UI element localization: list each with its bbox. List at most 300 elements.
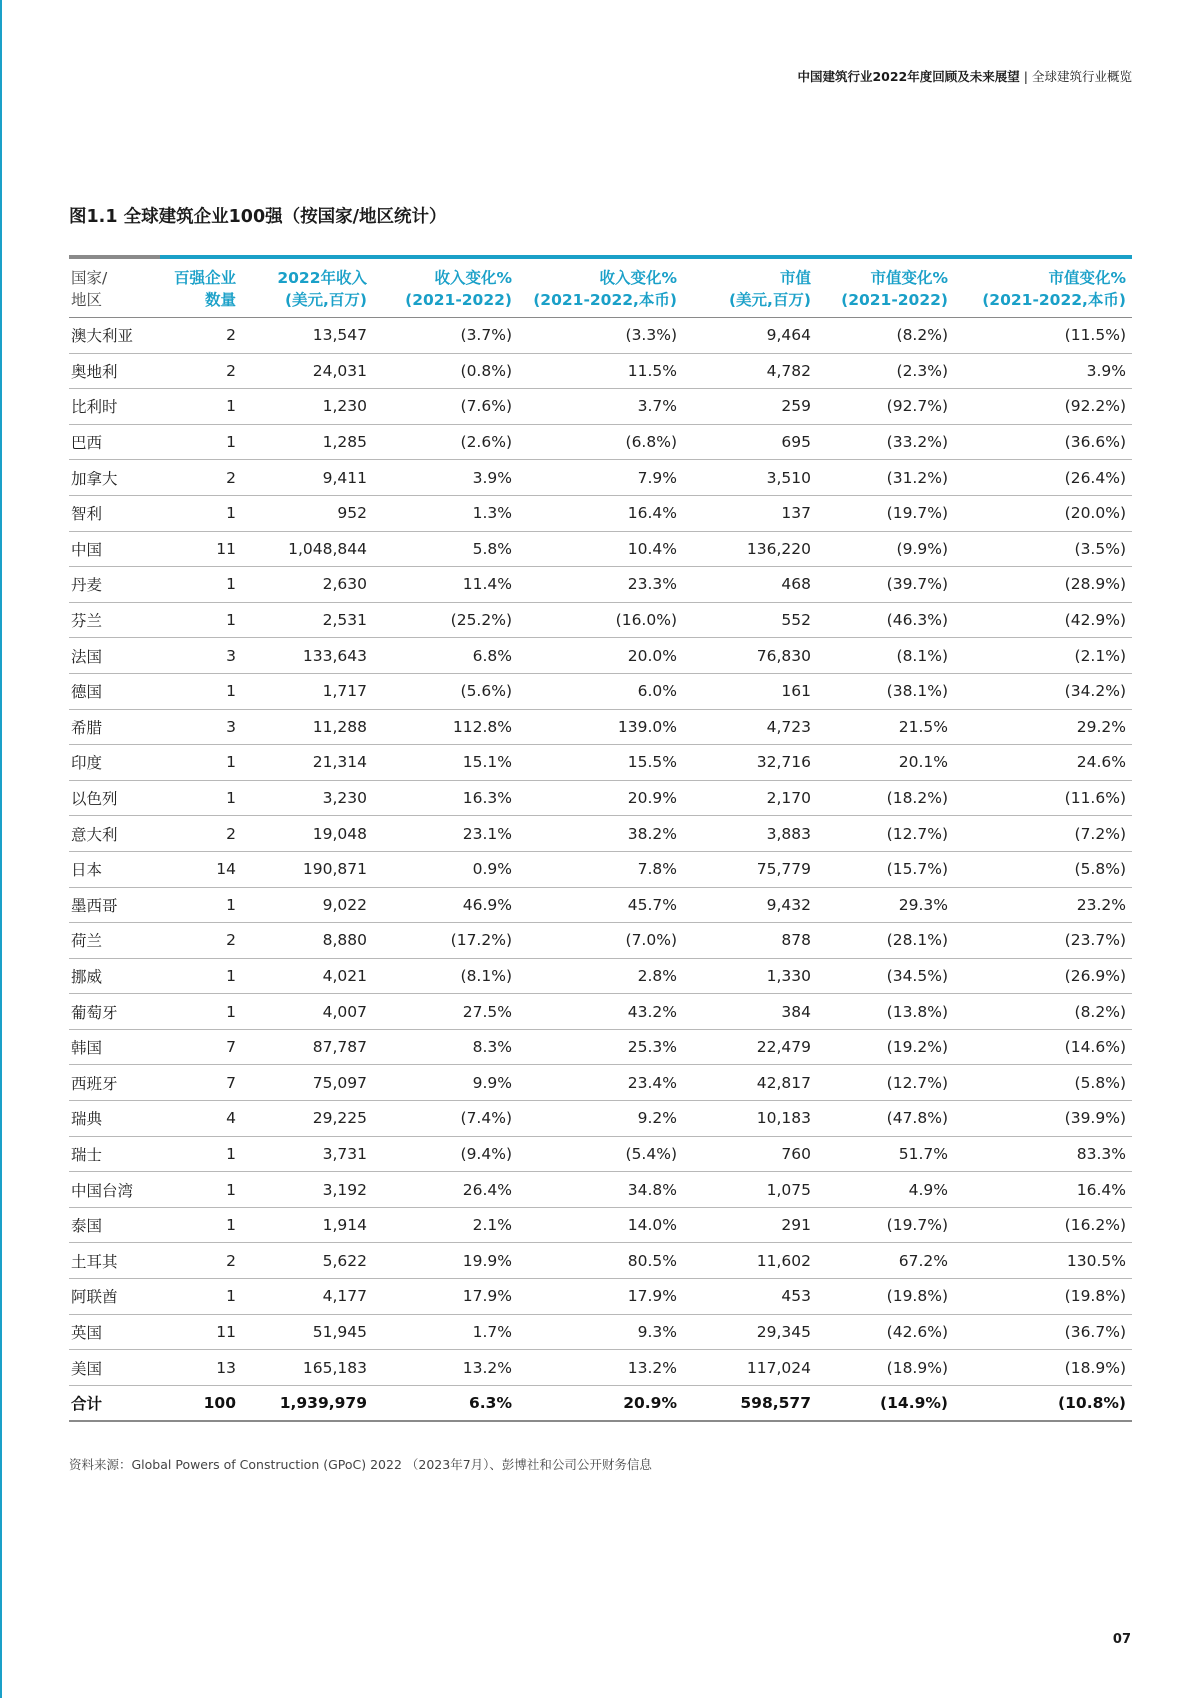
cell-revenue-2022: 2,531 xyxy=(242,602,373,638)
column-header-line: (2021-2022,本币) xyxy=(533,291,677,309)
cell-revenue-change: 6.8% xyxy=(373,638,518,674)
cell-country: 印度 xyxy=(69,745,160,781)
column-header-market-cap-change-local xyxy=(954,259,1132,318)
table-row xyxy=(69,1207,1132,1243)
column-header-line: 收入变化% xyxy=(599,269,677,287)
table-row xyxy=(69,745,1132,781)
cell-revenue-change: 1.3% xyxy=(373,495,518,531)
cell-market-cap-change-local: (19.8%) xyxy=(954,1279,1132,1315)
table-row xyxy=(69,1029,1132,1065)
cell-revenue-change-local: 11.5% xyxy=(518,353,683,389)
cell-country: 瑞士 xyxy=(69,1136,160,1172)
data-table-container xyxy=(69,255,1132,1422)
cell-revenue-change-local: 20.9% xyxy=(518,1385,683,1421)
cell-revenue-change-local: 2.8% xyxy=(518,958,683,994)
cell-market-cap: 552 xyxy=(683,602,817,638)
table-row xyxy=(69,1243,1132,1279)
table-row xyxy=(69,994,1132,1030)
cell-market-cap: 468 xyxy=(683,567,817,603)
cell-revenue-change: 3.9% xyxy=(373,460,518,496)
cell-country: 挪威 xyxy=(69,958,160,994)
cell-market-cap-change-local: 29.2% xyxy=(954,709,1132,745)
cell-revenue-2022: 13,547 xyxy=(242,318,373,354)
cell-revenue-2022: 4,007 xyxy=(242,994,373,1030)
cell-market-cap-change-local: (10.8%) xyxy=(954,1385,1132,1421)
cell-revenue-2022: 75,097 xyxy=(242,1065,373,1101)
cell-company-count: 1 xyxy=(160,994,242,1030)
cell-market-cap: 32,716 xyxy=(683,745,817,781)
cell-revenue-change: (5.6%) xyxy=(373,673,518,709)
table-row xyxy=(69,816,1132,852)
table-row xyxy=(69,567,1132,603)
cell-market-cap-change-local: (18.9%) xyxy=(954,1350,1132,1386)
cell-market-cap-change: (33.2%) xyxy=(817,424,954,460)
cell-revenue-2022: 9,022 xyxy=(242,887,373,923)
cell-revenue-change-local: 16.4% xyxy=(518,495,683,531)
cell-market-cap-change-local: (14.6%) xyxy=(954,1029,1132,1065)
column-header-line: 市值 xyxy=(779,269,811,287)
table-top-rule-blue xyxy=(160,255,1132,259)
header-separator: | xyxy=(1023,69,1028,84)
table-row xyxy=(69,1279,1132,1315)
column-header-line: (美元,百万) xyxy=(728,291,811,309)
cell-country: 澳大利亚 xyxy=(69,318,160,354)
cell-revenue-change-local: 13.2% xyxy=(518,1350,683,1386)
cell-market-cap-change-local: (11.5%) xyxy=(954,318,1132,354)
cell-revenue-2022: 51,945 xyxy=(242,1314,373,1350)
cell-market-cap-change: (19.7%) xyxy=(817,1207,954,1243)
cell-market-cap-change-local: (26.9%) xyxy=(954,958,1132,994)
column-header-line: (美元,百万) xyxy=(284,291,367,309)
cell-country: 泰国 xyxy=(69,1207,160,1243)
cell-country: 合计 xyxy=(69,1385,160,1421)
column-header-line: (2021-2022) xyxy=(841,291,948,309)
cell-market-cap-change-local: 130.5% xyxy=(954,1243,1132,1279)
cell-revenue-change: 26.4% xyxy=(373,1172,518,1208)
cell-company-count: 1 xyxy=(160,673,242,709)
cell-revenue-2022: 3,731 xyxy=(242,1136,373,1172)
cell-market-cap: 3,883 xyxy=(683,816,817,852)
table-row xyxy=(69,1172,1132,1208)
cell-revenue-2022: 8,880 xyxy=(242,923,373,959)
cell-revenue-change: (0.8%) xyxy=(373,353,518,389)
column-header-line: 百强企业 xyxy=(173,269,236,287)
cell-company-count: 1 xyxy=(160,958,242,994)
table-row xyxy=(69,673,1132,709)
cell-revenue-change: 23.1% xyxy=(373,816,518,852)
cell-country: 以色列 xyxy=(69,780,160,816)
cell-market-cap-change: (38.1%) xyxy=(817,673,954,709)
cell-market-cap-change: (19.7%) xyxy=(817,495,954,531)
cell-country: 比利时 xyxy=(69,389,160,425)
cell-revenue-change: (2.6%) xyxy=(373,424,518,460)
cell-market-cap: 4,723 xyxy=(683,709,817,745)
cell-revenue-change-local: (5.4%) xyxy=(518,1136,683,1172)
cell-country: 英国 xyxy=(69,1314,160,1350)
cell-company-count: 1 xyxy=(160,780,242,816)
column-header-country xyxy=(69,259,160,318)
cell-revenue-change-local: 17.9% xyxy=(518,1279,683,1315)
cell-revenue-change: 15.1% xyxy=(373,745,518,781)
cell-market-cap: 259 xyxy=(683,389,817,425)
table-top-rule-gray xyxy=(69,255,160,259)
table-row xyxy=(69,460,1132,496)
cell-market-cap: 1,075 xyxy=(683,1172,817,1208)
cell-market-cap-change-local: (5.8%) xyxy=(954,851,1132,887)
cell-company-count: 1 xyxy=(160,1136,242,1172)
cell-revenue-change-local: 38.2% xyxy=(518,816,683,852)
cell-market-cap: 695 xyxy=(683,424,817,460)
table-row xyxy=(69,887,1132,923)
cell-revenue-change: 112.8% xyxy=(373,709,518,745)
cell-company-count: 1 xyxy=(160,602,242,638)
cell-revenue-change-local: (7.0%) xyxy=(518,923,683,959)
cell-market-cap: 76,830 xyxy=(683,638,817,674)
cell-market-cap: 75,779 xyxy=(683,851,817,887)
cell-revenue-change: 1.7% xyxy=(373,1314,518,1350)
cell-country: 阿联酋 xyxy=(69,1279,160,1315)
cell-country: 加拿大 xyxy=(69,460,160,496)
cell-market-cap: 384 xyxy=(683,994,817,1030)
cell-market-cap-change: (19.2%) xyxy=(817,1029,954,1065)
cell-country: 韩国 xyxy=(69,1029,160,1065)
cell-market-cap-change: (12.7%) xyxy=(817,816,954,852)
table-row xyxy=(69,353,1132,389)
cell-revenue-change: 8.3% xyxy=(373,1029,518,1065)
column-header-company-count xyxy=(160,259,242,318)
cell-revenue-change-local: 25.3% xyxy=(518,1029,683,1065)
page-number: 07 xyxy=(1112,1632,1131,1647)
cell-company-count: 7 xyxy=(160,1029,242,1065)
cell-market-cap-change: (13.8%) xyxy=(817,994,954,1030)
cell-market-cap-change-local: (36.6%) xyxy=(954,424,1132,460)
cell-revenue-2022: 3,192 xyxy=(242,1172,373,1208)
cell-market-cap-change: (92.7%) xyxy=(817,389,954,425)
cell-company-count: 2 xyxy=(160,353,242,389)
cell-country: 芬兰 xyxy=(69,602,160,638)
cell-market-cap-change: (39.7%) xyxy=(817,567,954,603)
cell-market-cap-change: (18.9%) xyxy=(817,1350,954,1386)
page-header xyxy=(797,67,1132,85)
cell-market-cap: 29,345 xyxy=(683,1314,817,1350)
cell-market-cap-change: (14.9%) xyxy=(817,1385,954,1421)
cell-revenue-change-local: 9.3% xyxy=(518,1314,683,1350)
cell-market-cap-change-local: (2.1%) xyxy=(954,638,1132,674)
cell-market-cap-change: (31.2%) xyxy=(817,460,954,496)
cell-revenue-2022: 5,622 xyxy=(242,1243,373,1279)
table-row xyxy=(69,1136,1132,1172)
cell-market-cap-change: 4.9% xyxy=(817,1172,954,1208)
cell-company-count: 11 xyxy=(160,1314,242,1350)
cell-revenue-change: 5.8% xyxy=(373,531,518,567)
data-table xyxy=(69,259,1132,1422)
table-row xyxy=(69,923,1132,959)
cell-revenue-2022: 24,031 xyxy=(242,353,373,389)
cell-market-cap-change-local: (3.5%) xyxy=(954,531,1132,567)
table-row xyxy=(69,780,1132,816)
table-top-rule xyxy=(69,255,1132,259)
table-row xyxy=(69,1314,1132,1350)
cell-revenue-change-local: (6.8%) xyxy=(518,424,683,460)
table-row xyxy=(69,602,1132,638)
cell-market-cap-change: (47.8%) xyxy=(817,1101,954,1137)
cell-country: 德国 xyxy=(69,673,160,709)
cell-market-cap: 137 xyxy=(683,495,817,531)
cell-revenue-2022: 1,285 xyxy=(242,424,373,460)
cell-revenue-change: 6.3% xyxy=(373,1385,518,1421)
cell-revenue-change: (17.2%) xyxy=(373,923,518,959)
cell-company-count: 13 xyxy=(160,1350,242,1386)
cell-revenue-2022: 190,871 xyxy=(242,851,373,887)
cell-market-cap-change: 21.5% xyxy=(817,709,954,745)
cell-country: 墨西哥 xyxy=(69,887,160,923)
table-row xyxy=(69,709,1132,745)
cell-market-cap: 11,602 xyxy=(683,1243,817,1279)
cell-revenue-change-local: 7.8% xyxy=(518,851,683,887)
column-header-line: 数量 xyxy=(204,291,236,309)
table-row xyxy=(69,1065,1132,1101)
table-row xyxy=(69,318,1132,354)
cell-country: 葡萄牙 xyxy=(69,994,160,1030)
cell-revenue-change-local: 34.8% xyxy=(518,1172,683,1208)
cell-revenue-change-local: (3.3%) xyxy=(518,318,683,354)
table-total-row xyxy=(69,1385,1132,1421)
cell-company-count: 2 xyxy=(160,460,242,496)
cell-revenue-change: 0.9% xyxy=(373,851,518,887)
cell-company-count: 2 xyxy=(160,816,242,852)
cell-country: 西班牙 xyxy=(69,1065,160,1101)
cell-country: 智利 xyxy=(69,495,160,531)
cell-revenue-change-local: 23.3% xyxy=(518,567,683,603)
cell-revenue-change-local: 43.2% xyxy=(518,994,683,1030)
cell-market-cap-change: 51.7% xyxy=(817,1136,954,1172)
table-row xyxy=(69,1101,1132,1137)
cell-market-cap-change: (46.3%) xyxy=(817,602,954,638)
cell-company-count: 1 xyxy=(160,424,242,460)
cell-country: 美国 xyxy=(69,1350,160,1386)
cell-market-cap-change: (42.6%) xyxy=(817,1314,954,1350)
cell-market-cap-change: (28.1%) xyxy=(817,923,954,959)
cell-market-cap-change-local: 16.4% xyxy=(954,1172,1132,1208)
cell-revenue-change-local: 20.9% xyxy=(518,780,683,816)
cell-revenue-change-local: (16.0%) xyxy=(518,602,683,638)
cell-company-count: 1 xyxy=(160,887,242,923)
cell-market-cap: 10,183 xyxy=(683,1101,817,1137)
cell-market-cap-change: (9.9%) xyxy=(817,531,954,567)
cell-company-count: 1 xyxy=(160,745,242,781)
cell-market-cap-change: (2.3%) xyxy=(817,353,954,389)
cell-market-cap-change-local: 24.6% xyxy=(954,745,1132,781)
cell-revenue-2022: 87,787 xyxy=(242,1029,373,1065)
cell-company-count: 3 xyxy=(160,638,242,674)
left-accent-rule xyxy=(0,0,2,1698)
column-header-market-cap xyxy=(683,259,817,318)
cell-company-count: 2 xyxy=(160,1243,242,1279)
cell-market-cap-change: (8.2%) xyxy=(817,318,954,354)
cell-revenue-2022: 133,643 xyxy=(242,638,373,674)
cell-market-cap: 4,782 xyxy=(683,353,817,389)
cell-company-count: 14 xyxy=(160,851,242,887)
cell-market-cap: 42,817 xyxy=(683,1065,817,1101)
report-title: 中国建筑行业2022年度回顾及未来展望 xyxy=(797,69,1020,84)
column-header-line: (2021-2022,本币) xyxy=(982,291,1126,309)
table-body xyxy=(69,318,1132,1422)
cell-market-cap: 117,024 xyxy=(683,1350,817,1386)
cell-revenue-change: (9.4%) xyxy=(373,1136,518,1172)
cell-country: 丹麦 xyxy=(69,567,160,603)
cell-revenue-2022: 165,183 xyxy=(242,1350,373,1386)
cell-revenue-2022: 9,411 xyxy=(242,460,373,496)
cell-revenue-2022: 3,230 xyxy=(242,780,373,816)
cell-market-cap-change-local: (36.7%) xyxy=(954,1314,1132,1350)
cell-market-cap-change-local: (8.2%) xyxy=(954,994,1132,1030)
cell-revenue-change-local: 3.7% xyxy=(518,389,683,425)
cell-revenue-change: 17.9% xyxy=(373,1279,518,1315)
cell-revenue-change-local: 10.4% xyxy=(518,531,683,567)
cell-company-count: 4 xyxy=(160,1101,242,1137)
table-row xyxy=(69,1350,1132,1386)
cell-company-count: 3 xyxy=(160,709,242,745)
column-header-line: 地区 xyxy=(71,291,103,309)
cell-revenue-change: 16.3% xyxy=(373,780,518,816)
cell-company-count: 1 xyxy=(160,1207,242,1243)
cell-market-cap: 161 xyxy=(683,673,817,709)
cell-country: 希腊 xyxy=(69,709,160,745)
column-header-line: (2021-2022) xyxy=(405,291,512,309)
cell-market-cap: 453 xyxy=(683,1279,817,1315)
cell-revenue-2022: 1,230 xyxy=(242,389,373,425)
cell-revenue-change-local: 14.0% xyxy=(518,1207,683,1243)
cell-revenue-change-local: 15.5% xyxy=(518,745,683,781)
cell-company-count: 7 xyxy=(160,1065,242,1101)
cell-company-count: 1 xyxy=(160,567,242,603)
cell-revenue-change-local: 6.0% xyxy=(518,673,683,709)
cell-revenue-2022: 952 xyxy=(242,495,373,531)
column-header-line: 收入变化% xyxy=(434,269,512,287)
cell-revenue-2022: 4,021 xyxy=(242,958,373,994)
column-header-line: 2022年收入 xyxy=(277,269,367,287)
cell-country: 意大利 xyxy=(69,816,160,852)
cell-market-cap-change: 20.1% xyxy=(817,745,954,781)
column-header-line: 市值变化% xyxy=(1048,269,1126,287)
cell-market-cap-change-local: (42.9%) xyxy=(954,602,1132,638)
cell-market-cap-change: 67.2% xyxy=(817,1243,954,1279)
cell-company-count: 11 xyxy=(160,531,242,567)
cell-country: 法国 xyxy=(69,638,160,674)
cell-revenue-change-local: 9.2% xyxy=(518,1101,683,1137)
column-header-line: 市值变化% xyxy=(870,269,948,287)
cell-revenue-change: 27.5% xyxy=(373,994,518,1030)
cell-revenue-change: (25.2%) xyxy=(373,602,518,638)
cell-company-count: 2 xyxy=(160,923,242,959)
cell-market-cap-change-local: (39.9%) xyxy=(954,1101,1132,1137)
column-header-revenue-2022 xyxy=(242,259,373,318)
cell-revenue-change-local: 23.4% xyxy=(518,1065,683,1101)
cell-revenue-change: 19.9% xyxy=(373,1243,518,1279)
cell-market-cap: 760 xyxy=(683,1136,817,1172)
cell-market-cap-change-local: (20.0%) xyxy=(954,495,1132,531)
cell-revenue-2022: 1,717 xyxy=(242,673,373,709)
cell-market-cap: 598,577 xyxy=(683,1385,817,1421)
cell-country: 中国台湾 xyxy=(69,1172,160,1208)
cell-country: 巴西 xyxy=(69,424,160,460)
table-row xyxy=(69,424,1132,460)
figure-title: 图1.1 全球建筑企业100强（按国家/地区统计） xyxy=(69,207,447,227)
cell-revenue-2022: 21,314 xyxy=(242,745,373,781)
cell-country: 瑞典 xyxy=(69,1101,160,1137)
cell-revenue-2022: 11,288 xyxy=(242,709,373,745)
cell-revenue-change: (7.6%) xyxy=(373,389,518,425)
cell-revenue-change-local: 20.0% xyxy=(518,638,683,674)
cell-market-cap-change-local: (34.2%) xyxy=(954,673,1132,709)
table-row xyxy=(69,851,1132,887)
cell-market-cap-change-local: (23.7%) xyxy=(954,923,1132,959)
table-row xyxy=(69,958,1132,994)
cell-market-cap-change-local: (11.6%) xyxy=(954,780,1132,816)
cell-revenue-change-local: 7.9% xyxy=(518,460,683,496)
cell-market-cap: 9,464 xyxy=(683,318,817,354)
cell-market-cap-change: 29.3% xyxy=(817,887,954,923)
cell-market-cap: 291 xyxy=(683,1207,817,1243)
column-header-market-cap-change xyxy=(817,259,954,318)
cell-market-cap: 878 xyxy=(683,923,817,959)
cell-revenue-change: 9.9% xyxy=(373,1065,518,1101)
cell-company-count: 100 xyxy=(160,1385,242,1421)
cell-market-cap-change-local: (5.8%) xyxy=(954,1065,1132,1101)
cell-market-cap-change-local: 83.3% xyxy=(954,1136,1132,1172)
cell-revenue-change: 13.2% xyxy=(373,1350,518,1386)
cell-company-count: 1 xyxy=(160,1279,242,1315)
cell-market-cap-change: (8.1%) xyxy=(817,638,954,674)
cell-market-cap-change-local: 3.9% xyxy=(954,353,1132,389)
table-row xyxy=(69,495,1132,531)
cell-market-cap: 1,330 xyxy=(683,958,817,994)
table-row xyxy=(69,389,1132,425)
cell-revenue-2022: 19,048 xyxy=(242,816,373,852)
cell-revenue-2022: 1,914 xyxy=(242,1207,373,1243)
cell-company-count: 1 xyxy=(160,495,242,531)
section-name: 全球建筑行业概览 xyxy=(1031,69,1132,84)
cell-revenue-change-local: 45.7% xyxy=(518,887,683,923)
cell-company-count: 2 xyxy=(160,318,242,354)
cell-revenue-2022: 29,225 xyxy=(242,1101,373,1137)
cell-market-cap-change-local: (92.2%) xyxy=(954,389,1132,425)
cell-market-cap: 9,432 xyxy=(683,887,817,923)
cell-revenue-change: (7.4%) xyxy=(373,1101,518,1137)
cell-revenue-change-local: 80.5% xyxy=(518,1243,683,1279)
cell-market-cap: 2,170 xyxy=(683,780,817,816)
cell-revenue-change: (8.1%) xyxy=(373,958,518,994)
column-header-revenue-change-local xyxy=(518,259,683,318)
cell-revenue-2022: 4,177 xyxy=(242,1279,373,1315)
table-row xyxy=(69,531,1132,567)
cell-country: 日本 xyxy=(69,851,160,887)
cell-market-cap: 136,220 xyxy=(683,531,817,567)
cell-revenue-2022: 1,939,979 xyxy=(242,1385,373,1421)
column-header-revenue-change xyxy=(373,259,518,318)
cell-revenue-change: 11.4% xyxy=(373,567,518,603)
cell-country: 中国 xyxy=(69,531,160,567)
cell-market-cap: 3,510 xyxy=(683,460,817,496)
cell-market-cap-change: (12.7%) xyxy=(817,1065,954,1101)
cell-market-cap: 22,479 xyxy=(683,1029,817,1065)
cell-market-cap-change-local: 23.2% xyxy=(954,887,1132,923)
cell-market-cap-change-local: (7.2%) xyxy=(954,816,1132,852)
table-row xyxy=(69,638,1132,674)
cell-revenue-2022: 2,630 xyxy=(242,567,373,603)
cell-market-cap-change: (34.5%) xyxy=(817,958,954,994)
cell-market-cap-change: (18.2%) xyxy=(817,780,954,816)
